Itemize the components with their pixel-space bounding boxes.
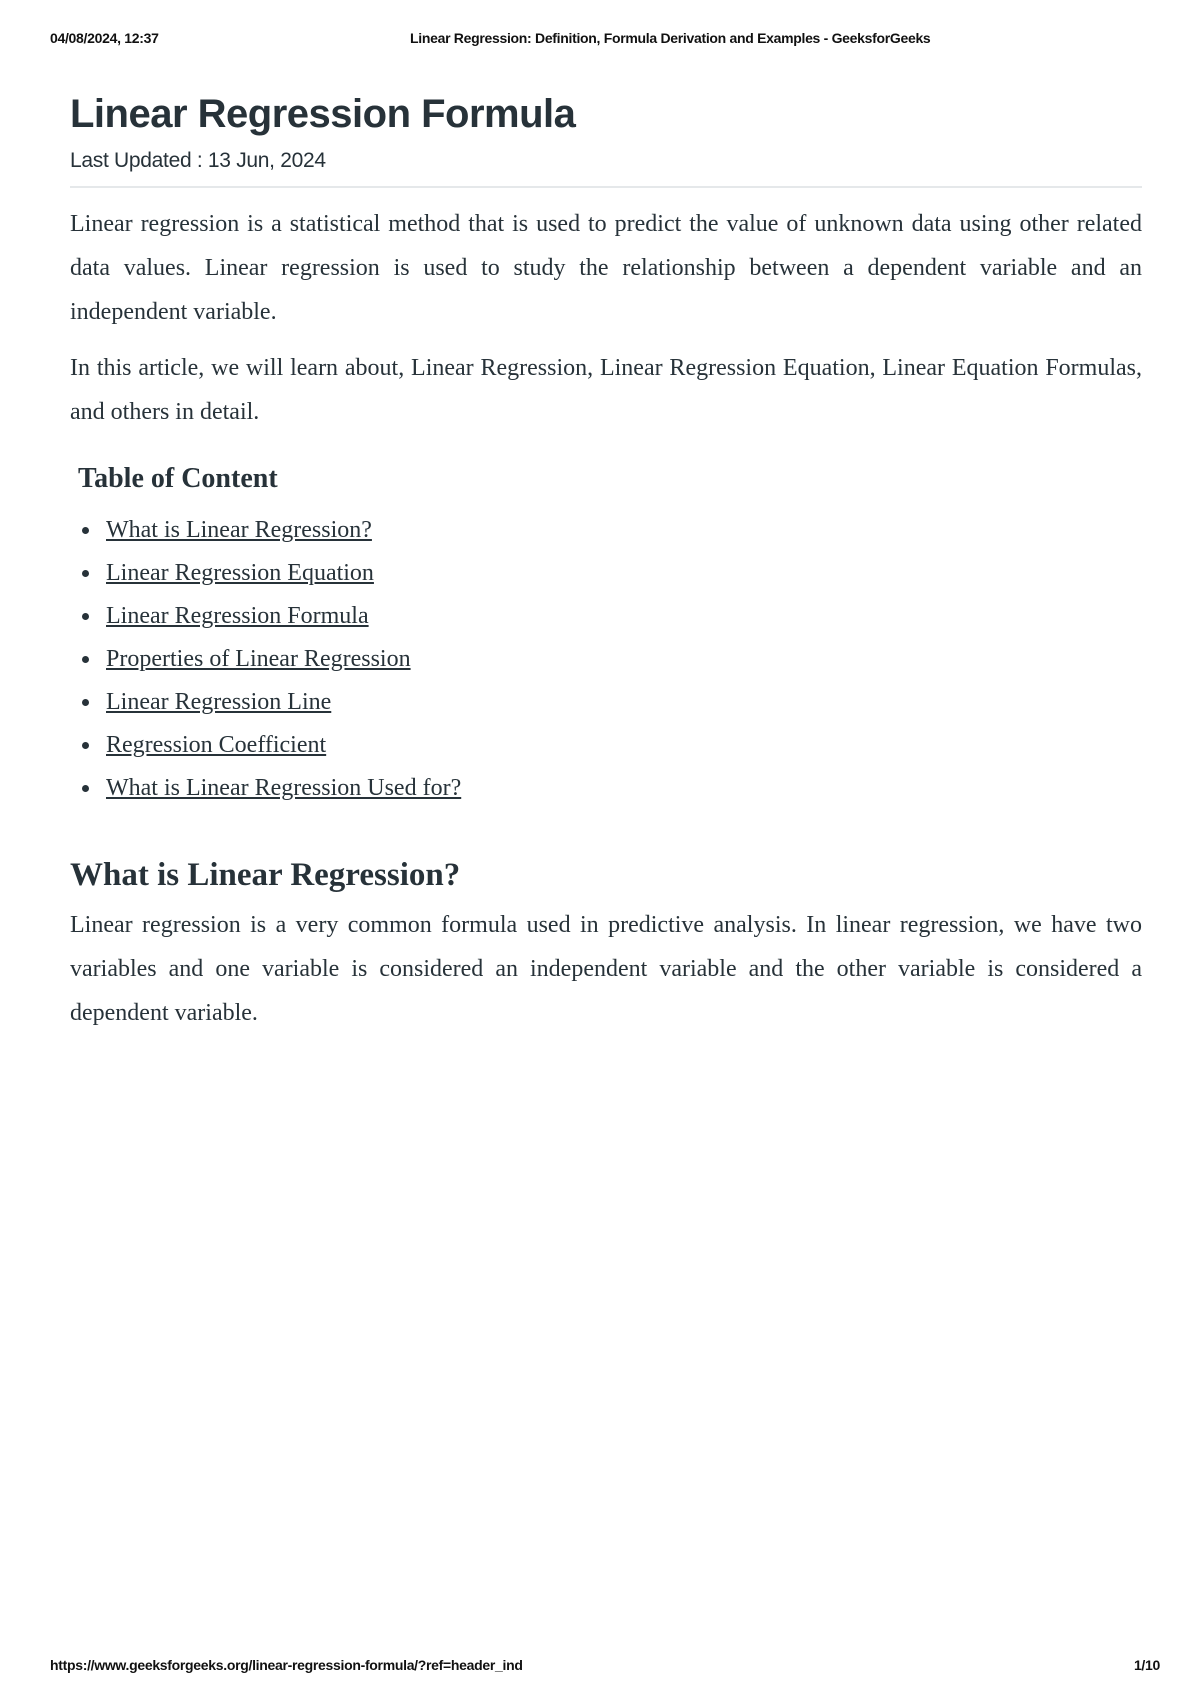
article [70, 88, 1142, 1035]
toc-item [70, 682, 1142, 725]
toc-title: Table of Content [78, 463, 278, 494]
bullet-icon [82, 785, 89, 792]
toc-link-regression-coefficient[interactable]: Regression Coefficient [106, 732, 327, 758]
bullet-icon [82, 742, 89, 749]
print-header [50, 30, 1150, 50]
print-document-title: Linear Regression: Definition, Formula Derivation and Examples - GeeksforGeeks [410, 30, 931, 46]
toc-link-linear-regression-line[interactable]: Linear Regression Line [106, 689, 332, 715]
bullet-icon [82, 656, 89, 663]
toc-link-what-is-linear-regression[interactable]: What is Linear Regression? [106, 517, 372, 543]
intro-paragraph: In this article, we will learn about, Linear Regression, Linear Regression Equation, Linear Equation Formulas, and others in detail. [70, 355, 1142, 425]
toc-link-properties-of-linear-regression[interactable]: Properties of Linear Regression [106, 646, 411, 672]
page-number: 1/10 [1133, 1657, 1160, 1673]
print-timestamp: 04/08/2024, 12:37 [50, 30, 159, 46]
table-of-content [70, 510, 1142, 811]
toc-link-linear-regression-equation[interactable]: Linear Regression Equation [106, 560, 374, 586]
toc-link-linear-regression-formula[interactable]: Linear Regression Formula [106, 603, 369, 629]
last-updated-date: Last Updated : 13 Jun, 2024 [70, 149, 326, 172]
bullet-icon [82, 613, 89, 620]
print-footer [50, 1657, 1160, 1677]
toc-item [70, 639, 1142, 682]
page-title: Linear Regression Formula [70, 92, 576, 136]
toc-item [70, 596, 1142, 639]
bullet-icon [82, 570, 89, 577]
bullet-icon [82, 699, 89, 706]
toc-item [70, 510, 1142, 553]
bullet-icon [82, 527, 89, 534]
print-page-url: https://www.geeksforgeeks.org/linear-regression-formula/?ref=header_ind [50, 1657, 523, 1673]
title-divider [70, 186, 1142, 188]
toc-item [70, 725, 1142, 768]
toc-link-what-is-linear-regression-used-for[interactable]: What is Linear Regression Used for? [106, 775, 462, 801]
toc-item [70, 553, 1142, 596]
section-heading: What is Linear Regression? [70, 857, 461, 893]
toc-item [70, 768, 1142, 811]
section-paragraph: Linear regression is a very common formula used in predictive analysis. In linear regression, we have two variables and one variable is considered an independent variable and the other variable is considered a dependent variable. [70, 912, 1142, 1026]
intro-paragraph: Linear regression is a statistical method that is used to predict the value of unknown data using other related data values. Linear regression is used to study the relationship between a dependent variable and an independent variable. [70, 211, 1142, 325]
